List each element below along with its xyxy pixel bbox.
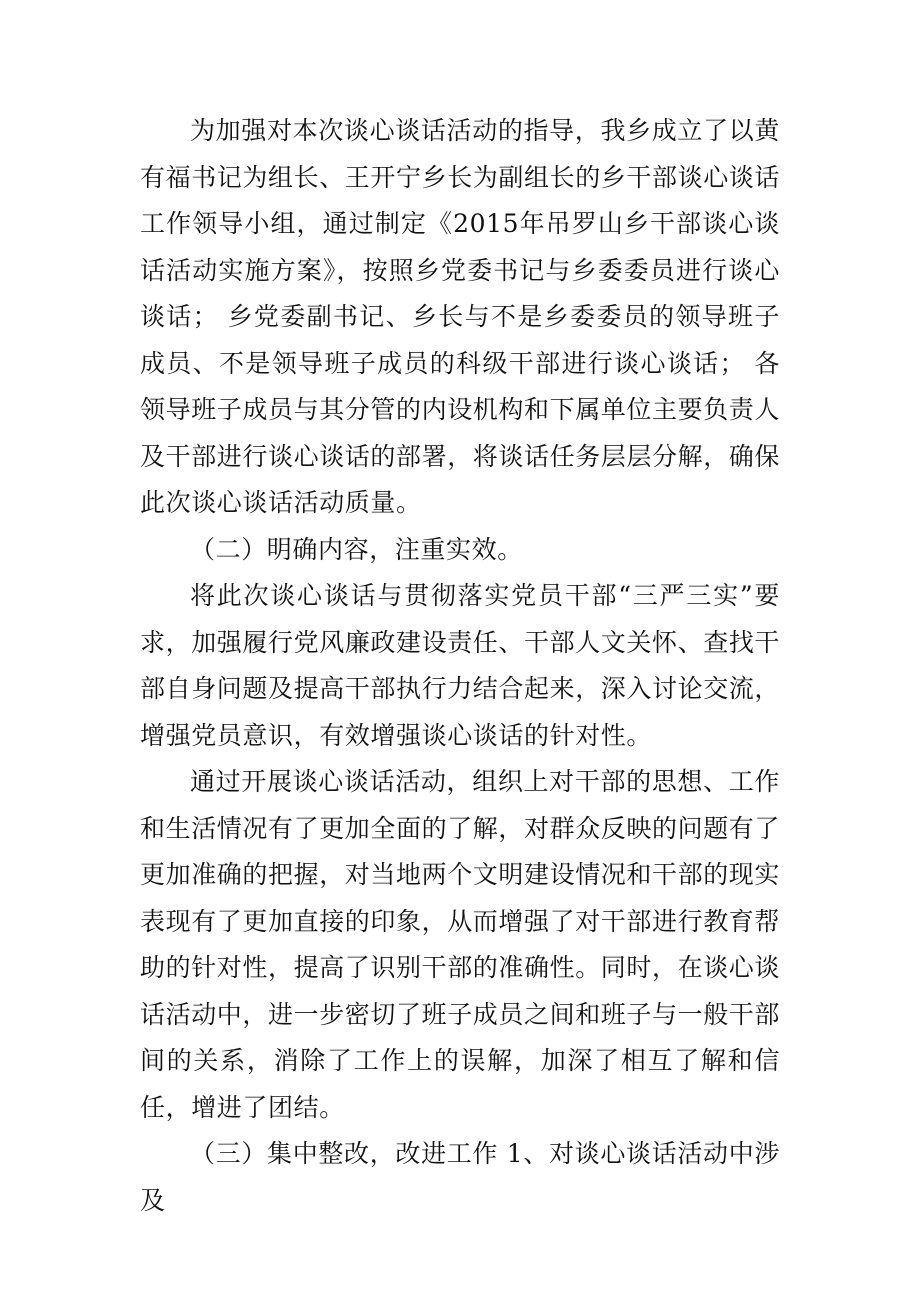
document-body bbox=[140, 108, 780, 1224]
paragraph-leadership-group: 为加强对本次谈心谈话活动的指导，我乡成立了以黄有福书记为组长、王开宁乡长为副组长的乡干部谈心谈话工作领导小组，通过制定《2015年吊罗山乡干部谈心谈话活动实施方案》，按照乡党委书记与乡委委员进行谈心谈话； 乡党委副书记、乡长与不是乡委委员的领导班子成员、不是领导班子成员的科级干部进行谈心谈话； 各领导班子成员与其分管的内设机构和下属单位主要负责人及干部进行谈心谈话的部署，将谈话任务层层分解，确保此次谈心谈话活动质量。 bbox=[140, 116, 781, 517]
paragraph-results: 通过开展谈心谈话活动，组织上对干部的思想、工作和生活情况有了更加全面的了解，对群众反映的问题有了更加准确的把握，对当地两个文明建设情况和干部的现实表现有了更加直接的印象，从而增强了对干部进行教育帮助的针对性，提高了识别干部的准确性。同时，在谈心谈话活动中，进一步密切了班子成员之间和班子与一般干部间的关系，消除了工作上的误解，加深了相互了解和信任，增进了团结。 bbox=[140, 767, 781, 1122]
section-heading-3: （三）集中整改，改进工作 1、对谈心谈话活动中涉及 bbox=[140, 1139, 780, 1215]
section-heading-2: （二）明确内容，注重实效。 bbox=[190, 534, 523, 564]
paragraph-content: 将此次谈心谈话与贯彻落实党员干部“三严三实”要求，加强履行党风廉政建设责任、干部人文关怀、查找干部自身问题及提高干部执行力结合起来，深入讨论交流，增强党员意识，有效增强谈心谈话的针对性。 bbox=[140, 581, 781, 750]
